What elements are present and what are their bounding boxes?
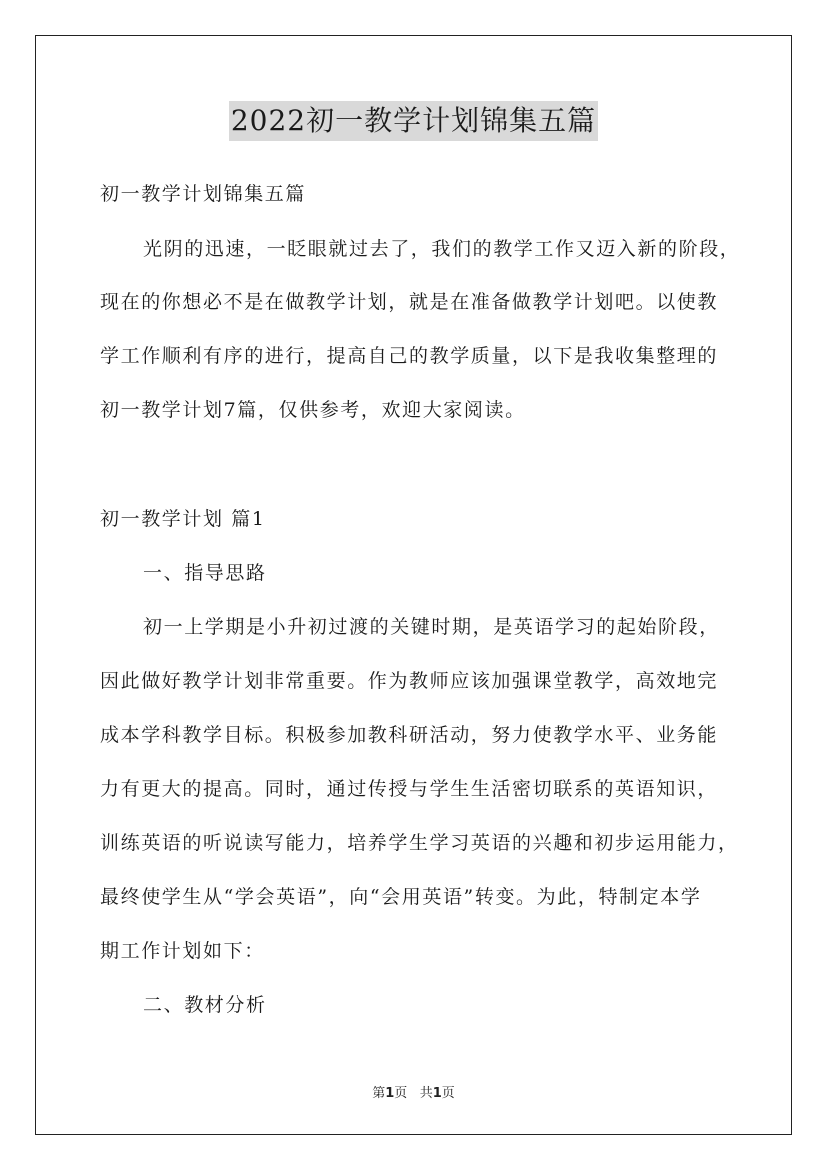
total-suffix: 页 xyxy=(441,1086,455,1101)
heading-textbook-analysis: 二、教材分析 xyxy=(143,994,267,1016)
page-prefix: 第 xyxy=(372,1086,386,1101)
page-suffix: 页 xyxy=(394,1086,408,1101)
document-title xyxy=(0,100,827,141)
body-line-6: 最终使学生从“学会英语”，向“会用英语”转变。为此，特制定本学 xyxy=(100,886,702,908)
page-number: 1 xyxy=(385,1086,395,1101)
total-prefix: 共 xyxy=(419,1086,433,1101)
document-title-text: 2022初一教学计划锦集五篇 xyxy=(229,101,598,141)
body-line-5: 训练英语的听说读写能力，培养学生学习英语的兴趣和初步运用能力， xyxy=(100,832,739,854)
intro-line-1: 光阴的迅速，一眨眼就过去了，我们的教学工作又迈入新的阶段， xyxy=(143,238,741,260)
body-line-7: 期工作计划如下： xyxy=(100,940,265,962)
heading-guiding-ideas: 一、指导思路 xyxy=(143,562,267,584)
body-line-4: 力有更大的提高。同时，通过传授与学生生活密切联系的英语知识， xyxy=(100,778,719,800)
intro-line-2: 现在的你想必不是在做教学计划，就是在准备做教学计划吧。以使教 xyxy=(100,291,719,313)
section-heading: 初一教学计划 篇1 xyxy=(100,508,266,530)
page-footer xyxy=(0,1082,827,1101)
body-line-1: 初一上学期是小升初过渡的关键时期，是英语学习的起始阶段， xyxy=(143,616,720,638)
body-line-2: 因此做好教学计划非常重要。作为教师应该加强课堂教学，高效地完 xyxy=(100,670,719,692)
document-subtitle: 初一教学计划锦集五篇 xyxy=(100,183,307,205)
intro-line-3: 学工作顺利有序的进行，提高自己的教学质量，以下是我收集整理的 xyxy=(100,345,719,367)
intro-line-4: 初一教学计划7篇，仅供参考，欢迎大家阅读。 xyxy=(100,399,526,421)
body-line-3: 成本学科教学目标。积极参加教科研活动，努力使教学水平、业务能 xyxy=(100,724,719,746)
total-pages: 1 xyxy=(432,1086,442,1101)
